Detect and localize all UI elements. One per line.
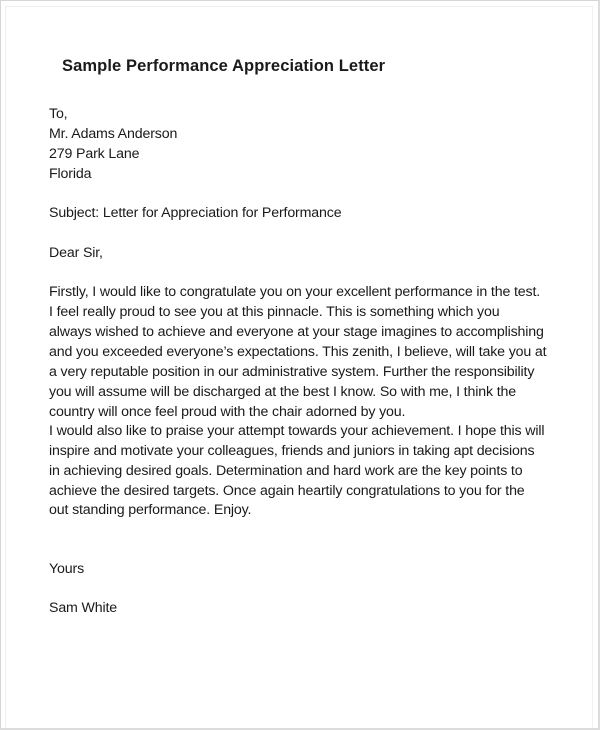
body-line: and you exceeded everyone’s expectations. This zenith, I believe, will take you at: [49, 344, 547, 360]
body-line: you will assume will be discharged at the best I know. So with me, I think the: [49, 384, 516, 400]
body-line: Firstly, I would like to congratulate you on your excellent performance in the test.: [49, 284, 541, 300]
body-line: achieve the desired targets. Once again heartily congratulations to you for the: [49, 483, 525, 499]
address-to: To,: [49, 106, 68, 122]
letter-title: Sample Performance Appreciation Letter: [62, 57, 386, 75]
body-line: inspire and motivate your colleagues, friends and juniors in taking apt decisions: [49, 443, 535, 459]
body-line: I feel really proud to see you at this pinnacle. This is something which you: [49, 304, 500, 320]
body-line: in achieving desired goals. Determination and hard work are the key points to: [49, 463, 523, 479]
letter-subject: Subject: Letter for Appreciation for Performance: [49, 205, 342, 221]
letter-greeting: Dear Sir,: [49, 245, 103, 261]
body-line: a very reputable position in our administrative system. Further the responsibility: [49, 364, 535, 380]
recipient-name: Mr. Adams Anderson: [49, 126, 178, 142]
letter-signature: Sam White: [49, 600, 118, 616]
body-line: out standing performance. Enjoy.: [49, 502, 252, 518]
recipient-street: 279 Park Lane: [49, 146, 140, 162]
letter-closing: Yours: [49, 561, 85, 577]
body-line: I would also like to praise your attempt towards your achievement. I hope this will: [49, 423, 545, 439]
recipient-state: Florida: [49, 166, 92, 182]
body-line: always wished to achieve and everyone at your stage imagines to accomplishing: [49, 324, 544, 340]
body-line: country will once feel proud with the chair adorned by you.: [49, 404, 406, 420]
